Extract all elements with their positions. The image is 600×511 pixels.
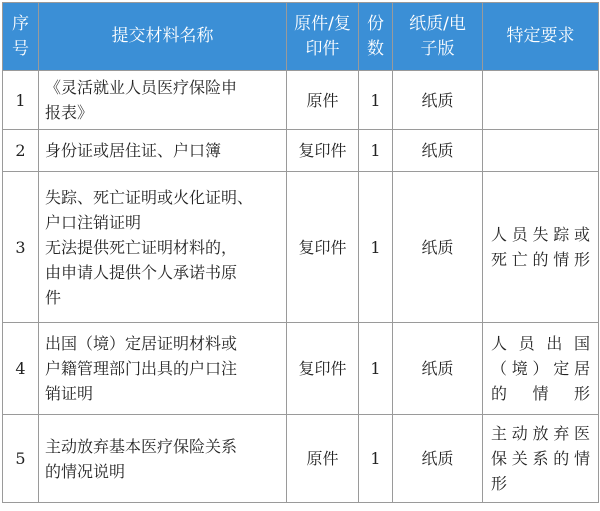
material-name-cell	[39, 323, 287, 415]
type-cell: 原件	[287, 415, 359, 503]
table-header-row	[3, 3, 599, 71]
cell-line: 人员失踪或	[491, 225, 590, 244]
header-seq: 序号	[3, 3, 39, 71]
type-cell: 复印件	[287, 323, 359, 415]
type-cell: 复印件	[287, 130, 359, 172]
seq-cell: 4	[3, 323, 39, 415]
format-cell: 纸质	[393, 172, 483, 323]
table-row	[3, 130, 599, 172]
type-cell: 原件	[287, 71, 359, 130]
cell-line: 件	[45, 287, 62, 307]
header-name: 提交材料名称	[39, 3, 287, 71]
cell-line: 死亡的情形	[491, 250, 590, 269]
requirement-cell	[483, 71, 599, 130]
materials-table	[2, 2, 599, 503]
cell-line: 人员出国	[491, 334, 590, 353]
header-requirement: 特定要求	[483, 3, 599, 71]
materials-table-container	[2, 2, 599, 503]
cell-line: 主动放弃医	[491, 424, 590, 443]
cell-line: 身份证或居住证、户口簿	[45, 141, 222, 160]
seq-cell: 5	[3, 415, 39, 503]
cell-line: 报表》	[45, 103, 94, 122]
material-name-cell	[39, 130, 287, 172]
material-name-cell	[39, 71, 287, 130]
cell-line: 无法提供死亡证明材料的，	[45, 237, 238, 257]
requirement-cell	[483, 172, 599, 323]
cell-line: 形	[491, 474, 508, 493]
seq-cell: 1	[3, 71, 39, 130]
copies-cell: 1	[359, 71, 393, 130]
format-cell: 纸质	[393, 323, 483, 415]
type-cell: 复印件	[287, 172, 359, 323]
copies-cell: 1	[359, 172, 393, 323]
table-row	[3, 71, 599, 130]
requirement-cell	[483, 415, 599, 503]
table-row	[3, 172, 599, 323]
cell-line: 销证明	[45, 384, 94, 403]
cell-line: 失踪、死亡证明或火化证明、	[45, 187, 254, 207]
cell-line: 出国（境）定居证明材料或	[45, 334, 238, 353]
material-name-cell	[39, 415, 287, 503]
copies-cell: 1	[359, 323, 393, 415]
format-cell: 纸质	[393, 415, 483, 503]
material-name-cell	[39, 172, 287, 323]
header-copies: 份数	[359, 3, 393, 71]
copies-cell: 1	[359, 415, 393, 503]
header-format: 纸质/电子版	[393, 3, 483, 71]
requirement-cell	[483, 323, 599, 415]
requirement-cell	[483, 130, 599, 172]
cell-line: 保关系的情	[491, 449, 590, 468]
cell-line: 由申请人提供个人承诺书原	[45, 262, 238, 282]
format-cell: 纸质	[393, 130, 483, 172]
cell-line: 户口注销证明	[45, 212, 142, 232]
seq-cell: 2	[3, 130, 39, 172]
format-cell: 纸质	[393, 71, 483, 130]
cell-line: 主动放弃基本医疗保险关系	[45, 436, 238, 456]
seq-cell: 3	[3, 172, 39, 323]
header-type: 原件/复印件	[287, 3, 359, 71]
cell-line: 的情况说明	[45, 461, 126, 481]
cell-line: 户籍管理部门出具的户口注	[45, 359, 238, 378]
cell-line: 《灵活就业人员医疗保险申	[45, 78, 238, 97]
table-row	[3, 323, 599, 415]
cell-line: 的情形	[491, 384, 590, 403]
copies-cell: 1	[359, 130, 393, 172]
cell-line: （境）定居	[491, 359, 590, 378]
table-row	[3, 415, 599, 503]
